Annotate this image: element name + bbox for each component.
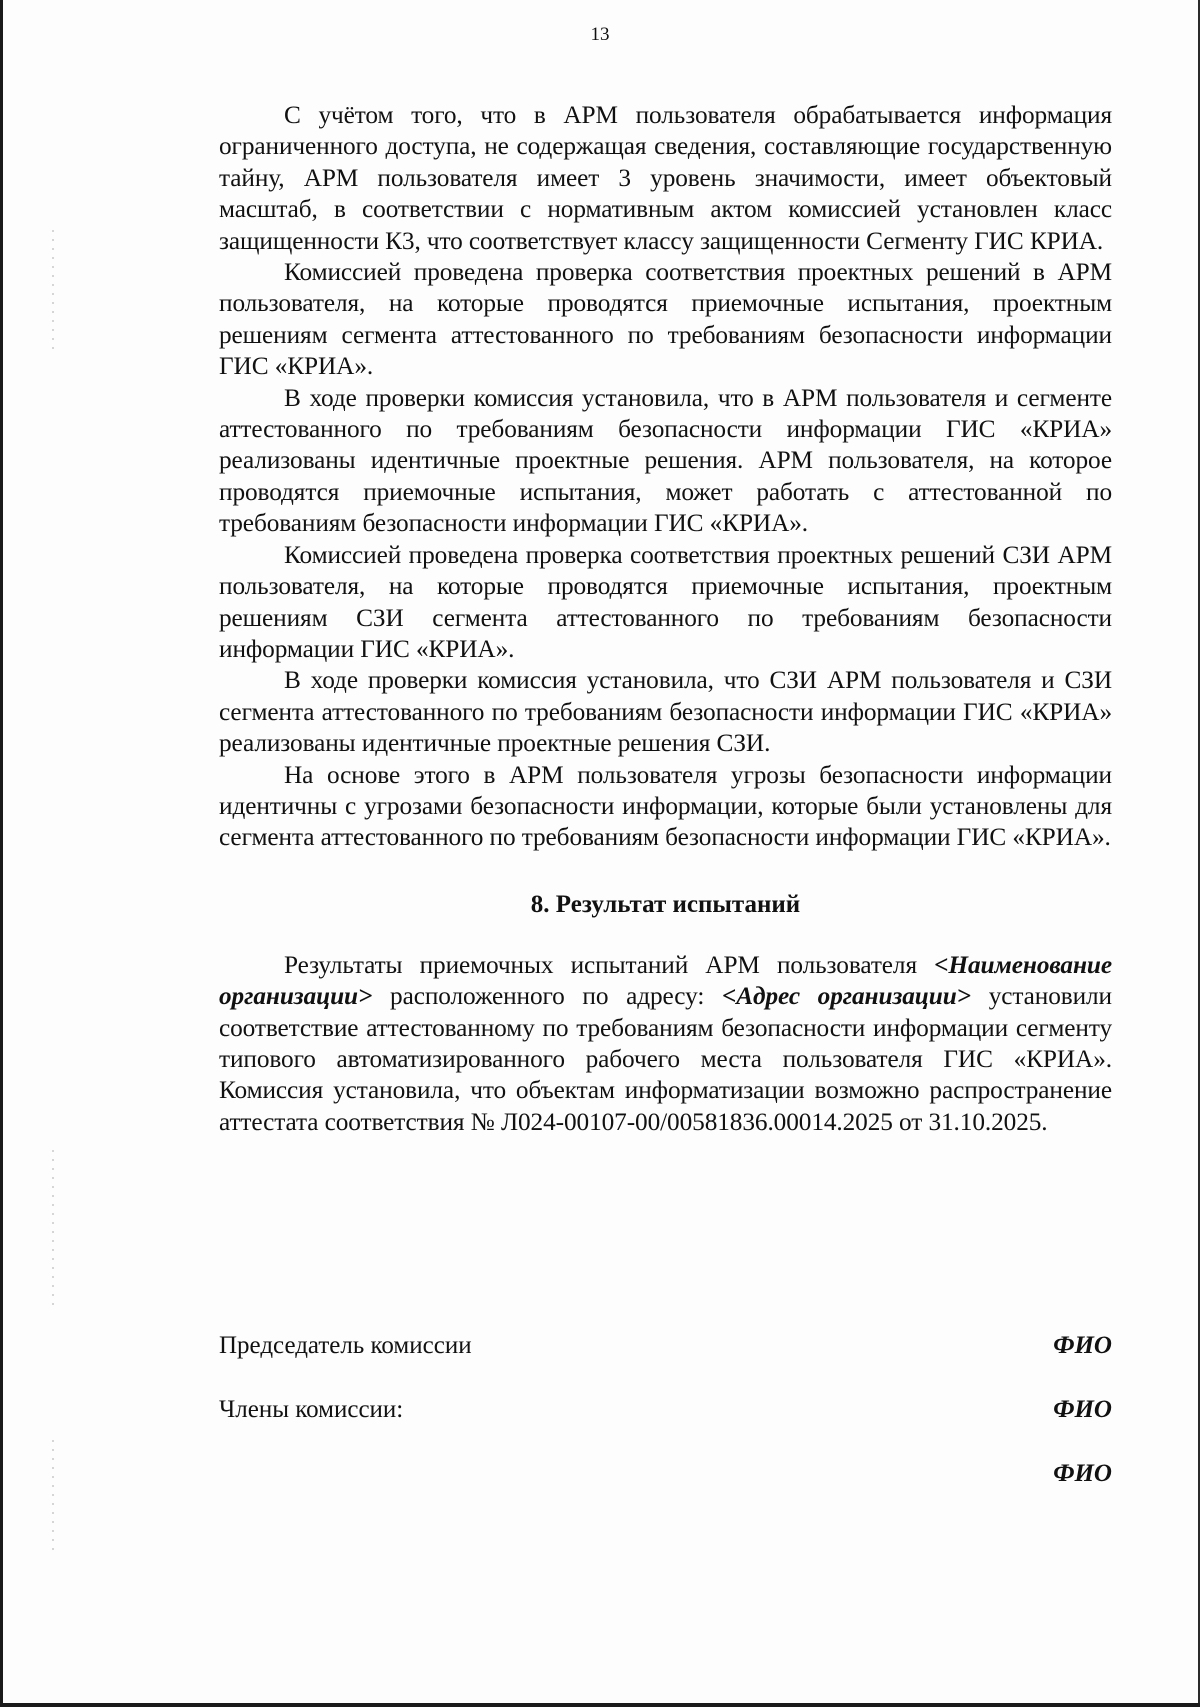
- scan-edge-left: [0, 0, 3, 1707]
- chair-name: ФИО: [1053, 1332, 1112, 1359]
- scan-speckle: [52, 1440, 54, 1550]
- chair-label: Председатель комиссии: [219, 1332, 472, 1359]
- org-name-placeholder: <Наименование организации>: [219, 950, 1112, 1011]
- signature-row-members: [219, 1396, 1112, 1427]
- signature-row-member: [219, 1460, 1112, 1491]
- signature-row-chair: [219, 1332, 1112, 1363]
- org-address-placeholder: <Адрес организации>: [721, 982, 971, 1011]
- result-text: Результаты приемочных испытаний АРМ пользователя: [284, 950, 935, 979]
- paragraph: Комиссией проведена проверка соответствия проектных решений в АРМ пользователя, на которые проводятся приемочные испытания, проектным решениям сегмента аттестованного по требованиям безопасности информации ГИС «КРИА».: [219, 258, 1112, 381]
- paragraph: Комиссией проведена проверка соответствия проектных решений СЗИ АРМ пользователя, на которые проводятся приемочные испытания, проектным решениям СЗИ сегмента аттестованного по требованиям безопасности информации ГИС «КРИА».: [219, 540, 1112, 663]
- signature-block: [219, 1332, 1112, 1524]
- member-name: ФИО: [1053, 1396, 1112, 1423]
- result-text: расположенного по адресу:: [372, 982, 722, 1011]
- paragraph: В ходе проверки комиссия установила, что СЗИ АРМ пользователя и СЗИ сегмента аттестованного по требованиям безопасности информации ГИС «КРИА» реализованы идентичные проектные решения СЗИ.: [219, 666, 1112, 758]
- section-heading: 8. Результат испытаний: [530, 890, 801, 918]
- result-text: установили соответствие аттестованному по требованиям безопасности информации сегменту типового автоматизированного рабочего места пользователя ГИС «КРИА». Комиссия установила, что объектам информатизации возможно распространение аттестата соответствия № Л024-00107-00/00581836.00014.2025 от 31.10.2025.: [219, 982, 1112, 1136]
- body-text: [219, 100, 1112, 1138]
- paragraph: В ходе проверки комиссия установила, что в АРМ пользователя и сегменте аттестованного по требованиям безопасности информации ГИС «КРИА» реализованы идентичные проектные решения. АРМ пользователя, на которое проводятся приемочные испытания, может работать с аттестованной по требованиям безопасности информации ГИС «КРИА».: [219, 383, 1112, 538]
- scan-speckle: [52, 230, 54, 350]
- members-label: Члены комиссии:: [219, 1396, 404, 1423]
- scan-speckle: [52, 1150, 54, 1310]
- member-name: ФИО: [1053, 1460, 1112, 1487]
- paragraph: С учётом того, что в АРМ пользователя обрабатывается информация ограниченного доступа, не содержащая сведения, составляющие государственную тайну, АРМ пользователя имеет 3 уровень значимости, имеет объектовый масштаб, в соответствии с нормативным актом комиссией установлен класс защищенности К3, что соответствует классу защищенности Сегменту ГИС КРИА.: [219, 101, 1112, 255]
- paragraph: На основе этого в АРМ пользователя угрозы безопасности информации идентичны с угрозами безопасности информации, которые были установлены для сегмента аттестованного по требованиям безопасности информации ГИС «КРИА».: [219, 760, 1112, 852]
- page-number: 13: [590, 24, 610, 45]
- result-paragraph: [219, 950, 1112, 1138]
- scan-edge-bottom: [0, 1703, 1200, 1707]
